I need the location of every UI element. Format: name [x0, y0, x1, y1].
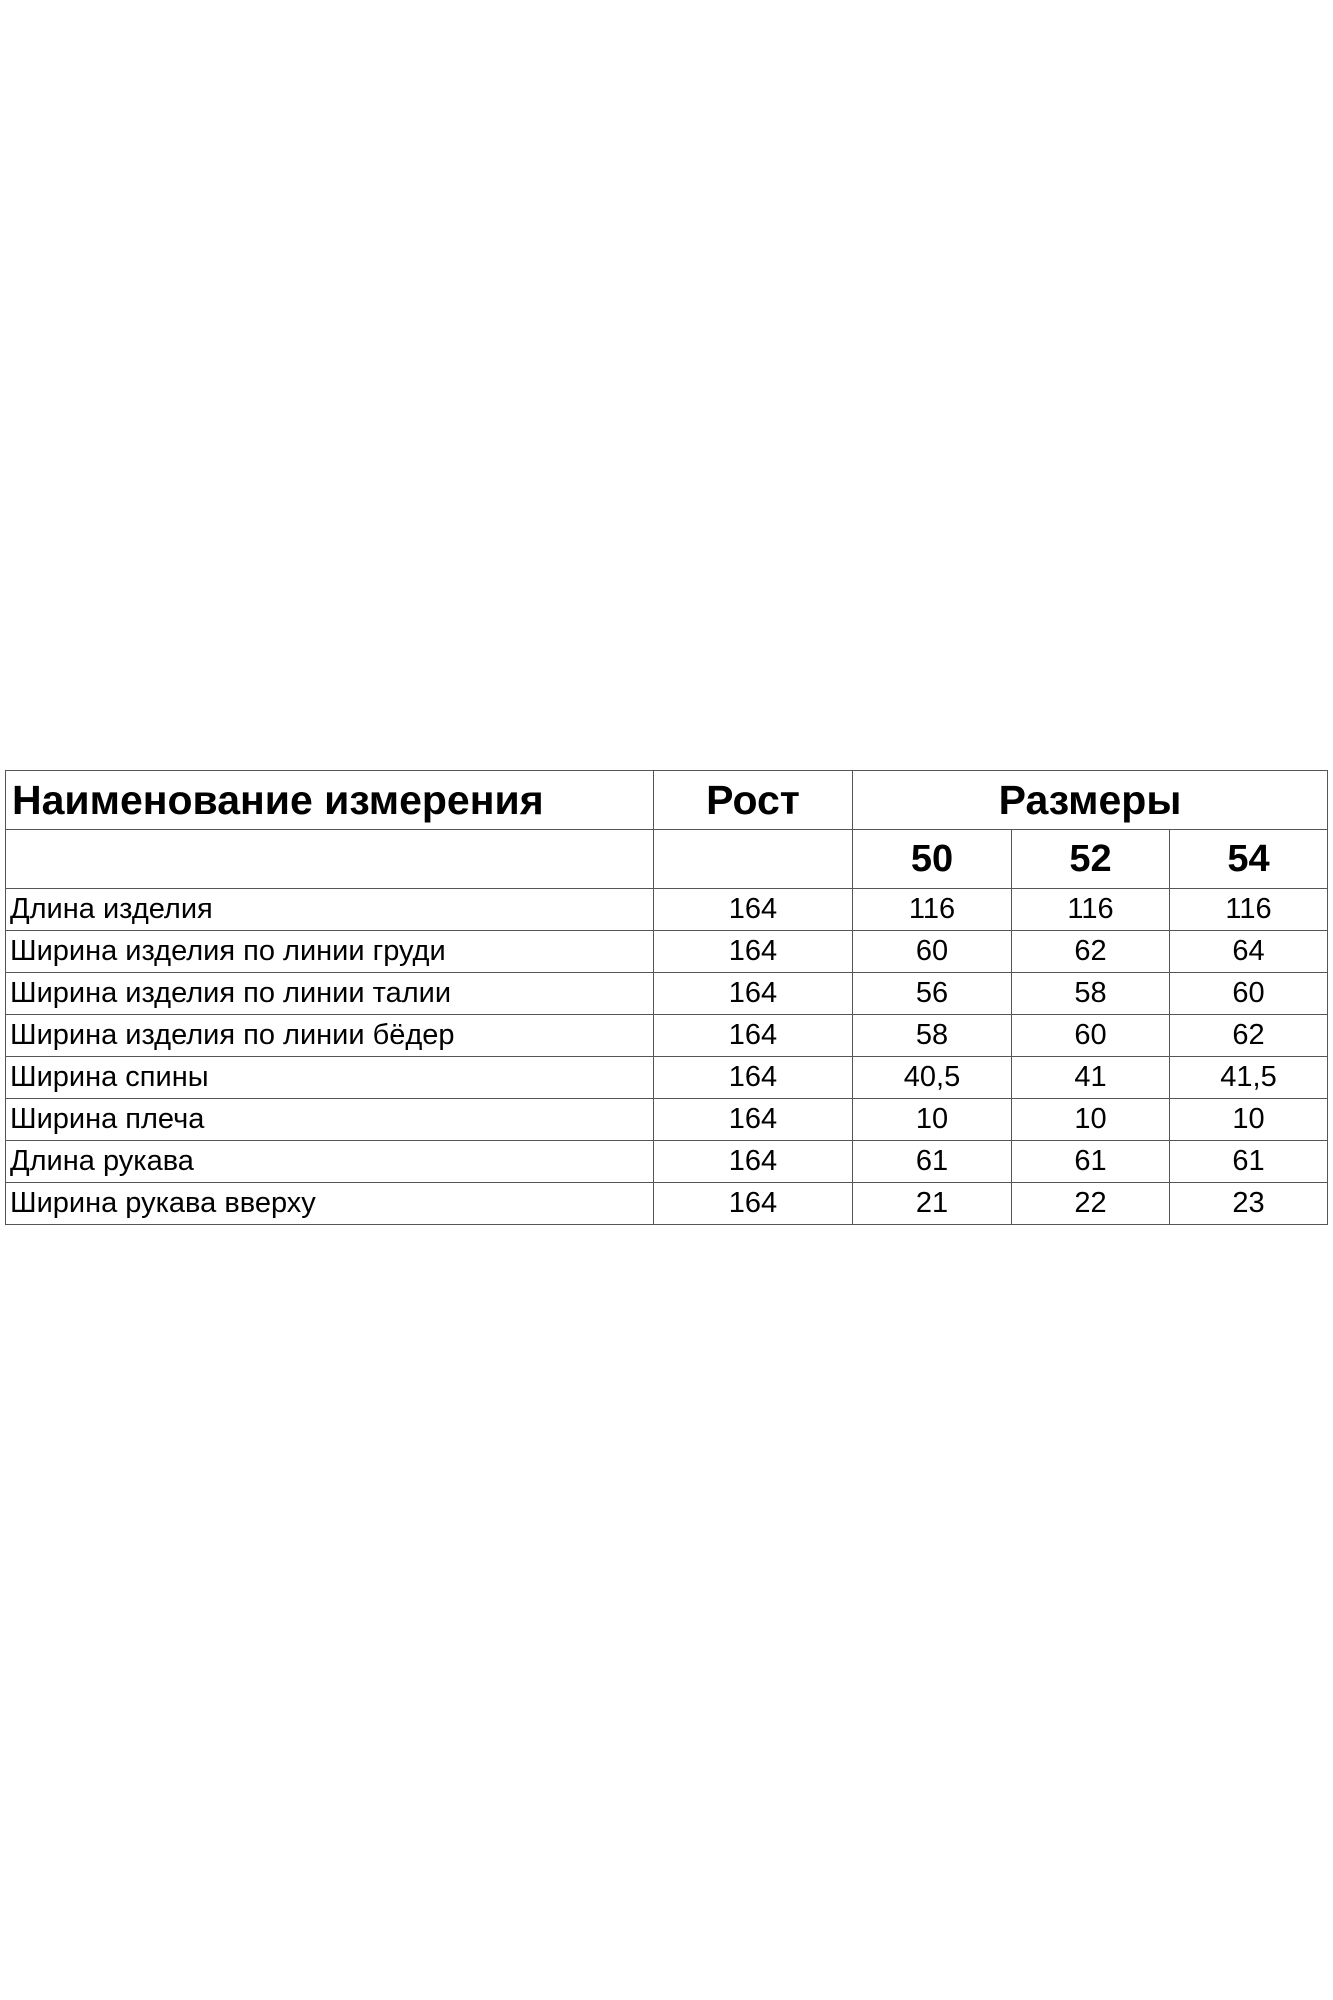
size-52-value: 22 [1012, 1183, 1170, 1225]
height-value: 164 [654, 1141, 853, 1183]
table-row [6, 1099, 1328, 1141]
empty-cell [654, 830, 853, 889]
sizes-header: Размеры [853, 771, 1328, 830]
size-52-value: 61 [1012, 1141, 1170, 1183]
table-row [6, 1057, 1328, 1099]
size-50-header: 50 [853, 830, 1012, 889]
table-row [6, 1183, 1328, 1225]
size-54-value: 60 [1170, 973, 1328, 1015]
size-50-value: 10 [853, 1099, 1012, 1141]
size-54-value: 10 [1170, 1099, 1328, 1141]
size-54-value: 116 [1170, 889, 1328, 931]
size-50-value: 40,5 [853, 1057, 1012, 1099]
height-value: 164 [654, 1183, 853, 1225]
size-54-value: 41,5 [1170, 1057, 1328, 1099]
size-54-value: 64 [1170, 931, 1328, 973]
size-54-value: 61 [1170, 1141, 1328, 1183]
table-row [6, 931, 1328, 973]
measurement-label: Ширина рукава вверху [6, 1183, 654, 1225]
size-50-value: 116 [853, 889, 1012, 931]
table-row [6, 973, 1328, 1015]
size-52-value: 10 [1012, 1099, 1170, 1141]
table-row [6, 1015, 1328, 1057]
measurement-name-header: Наименование измерения [6, 771, 654, 830]
measurement-label: Длина рукава [6, 1141, 654, 1183]
height-value: 164 [654, 1057, 853, 1099]
height-header: Рост [654, 771, 853, 830]
header-row [6, 771, 1328, 830]
measurement-label: Ширина изделия по линии бёдер [6, 1015, 654, 1057]
height-value: 164 [654, 889, 853, 931]
size-52-value: 116 [1012, 889, 1170, 931]
size-54-header: 54 [1170, 830, 1328, 889]
size-50-value: 60 [853, 931, 1012, 973]
measurement-label: Ширина спины [6, 1057, 654, 1099]
size-54-value: 23 [1170, 1183, 1328, 1225]
empty-cell [6, 830, 654, 889]
measurement-label: Длина изделия [6, 889, 654, 931]
measurement-label: Ширина плеча [6, 1099, 654, 1141]
table-row [6, 1141, 1328, 1183]
measurement-label: Ширина изделия по линии талии [6, 973, 654, 1015]
size-52-value: 58 [1012, 973, 1170, 1015]
size-52-header: 52 [1012, 830, 1170, 889]
size-52-value: 41 [1012, 1057, 1170, 1099]
size-50-value: 58 [853, 1015, 1012, 1057]
size-50-value: 21 [853, 1183, 1012, 1225]
size-numbers-row [6, 830, 1328, 889]
size-52-value: 62 [1012, 931, 1170, 973]
height-value: 164 [654, 973, 853, 1015]
table-row [6, 889, 1328, 931]
size-chart-table [5, 770, 1328, 1225]
size-50-value: 56 [853, 973, 1012, 1015]
size-52-value: 60 [1012, 1015, 1170, 1057]
size-54-value: 62 [1170, 1015, 1328, 1057]
height-value: 164 [654, 1015, 853, 1057]
size-50-value: 61 [853, 1141, 1012, 1183]
height-value: 164 [654, 1099, 853, 1141]
measurement-label: Ширина изделия по линии груди [6, 931, 654, 973]
height-value: 164 [654, 931, 853, 973]
